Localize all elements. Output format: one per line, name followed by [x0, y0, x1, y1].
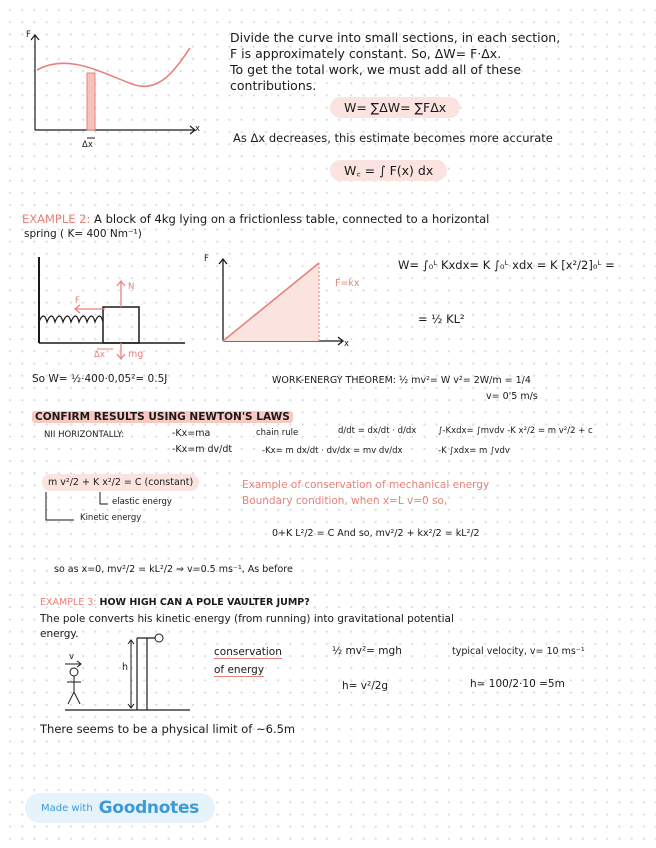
example2-title-line [22, 212, 489, 226]
conservation-line-2: Boundary condition, when x=L v=0 so, [242, 495, 448, 507]
newton-eq-a1: -Kx=ma [172, 428, 211, 439]
integral-eq-2: -K ∫xdx= m ∫vdv [438, 446, 510, 456]
newton-heading-text: CONFIRM RESULTS USING NEWTON'S LAWS [32, 411, 293, 423]
sum-equation: W= ∑ΔW= ∑FΔx [330, 97, 460, 118]
energy-equation [42, 477, 199, 489]
h-value-equation: h≃ 100/2·10 =5m [470, 678, 565, 690]
graph-x-label: x [344, 339, 350, 349]
kinetic-energy-label: Kinetic energy [80, 513, 142, 523]
spring-block-diagram [35, 255, 185, 365]
conservation-label-1-text: conservation [214, 646, 282, 658]
work-result: So W= ½·400·0,05²= 0.5J [32, 373, 168, 385]
spring-f-label: F [75, 296, 80, 306]
velocity-result: v= 0'5 m/s [486, 391, 538, 402]
chain-rule-label: chain rule [256, 428, 299, 438]
work-energy-theorem: WORK-ENERGY THEOREM: ½ mv²= W v²= 2W/m = 1/4 [272, 375, 531, 386]
example3-desc-1: The pole converts his kinetic energy (from running) into gravitational potential [40, 613, 454, 625]
graph-f-label: F [204, 254, 209, 264]
graph-fkx-label: F=kx [335, 278, 360, 289]
integral-eq: ∫-Kxdx= ∫mvdv -K x²/2 = m v²/2 + c [438, 426, 593, 436]
integral-equation: W꜀ = ∫ F(x) dx [330, 160, 447, 181]
example3-title: EXAMPLE 3: [40, 597, 97, 608]
made-with-label: Made with [41, 802, 93, 814]
goodnotes-badge[interactable] [25, 793, 215, 823]
conservation-label-1 [214, 646, 282, 659]
spring-mg-label: mg [128, 349, 144, 360]
x0-equation: so as x=0, mv²/2 = kL²/2 ⇒ v=0.5 ms⁻¹, As before [54, 564, 293, 575]
newton-eq-a2: -Kx=m dv/dt [172, 444, 233, 455]
axis-f-label: F [26, 30, 31, 40]
chain-rule-eq: d/dt = dx/dt · d/dx [338, 426, 417, 436]
decrease-text: As Δx decreases, this estimate becomes more accurate [233, 131, 553, 145]
velocity-arrow-label: v [69, 652, 75, 662]
newton-heading [32, 411, 293, 424]
physical-limit-text: There seems to be a physical limit of ~6.5m [40, 722, 296, 736]
example3-question: HOW HIGH CAN A POLE VAULTER JUMP? [99, 597, 310, 608]
h-equation: h= v²/2g [342, 680, 389, 692]
conservation-label-2 [214, 664, 264, 677]
dx-label: Δx [82, 140, 93, 150]
axis-x-label: x [195, 124, 201, 134]
conservation-line-1: Example of conservation of mechanical energy [242, 479, 490, 491]
example3-title-line [40, 597, 310, 609]
spring-n-label: N [128, 282, 135, 292]
nii-label: NII HORIZONTALLY: [44, 430, 125, 440]
example3-desc-2: energy. [40, 628, 79, 640]
intro-line-3: To get the total work, we must add all of these [230, 62, 522, 77]
goodnotes-logo: Goodnotes [98, 798, 199, 818]
energy-equation-text: m v²/2 + K x²/2 = C (constant) [42, 474, 199, 491]
work-integral-equation: W= ∫₀ᴸ Kxdx= K ∫₀ᴸ xdx = K [x²/2]₀ᴸ = [398, 258, 615, 272]
example2-title: EXAMPLE 2: [22, 212, 91, 226]
linear-force-graph [215, 255, 355, 355]
example2-desc-2: spring ( K= 400 Nm⁻¹) [24, 228, 142, 240]
intro-line-1: Divide the curve into small sections, in each section, [230, 30, 561, 45]
intro-line-4: contributions. [230, 78, 317, 93]
spring-dx-label: Δx [94, 350, 105, 360]
mgh-equation: ½ mv²= mgh [332, 645, 402, 657]
height-label: h [122, 662, 129, 673]
typical-velocity: typical velocity, v= 10 ms⁻¹ [452, 646, 585, 657]
conservation-label-2-text: of energy [214, 664, 265, 676]
boundary-equation: 0+K L²/2 = C And so, mv²/2 + kx²/2 = kL²/2 [272, 528, 480, 539]
half-kl2-equation: = ½ KL² [418, 312, 465, 326]
force-curve-graph [25, 30, 205, 150]
elastic-energy-label: elastic energy [112, 497, 172, 507]
chain-rule-eq-2: -Kx= m dx/dt · dv/dx = mv dv/dx [262, 446, 403, 456]
example2-desc-1: A block of 4kg lying on a frictionless table, connected to a horizontal [94, 212, 490, 226]
intro-line-2: F is approximately constant. So, ΔW= F·Δx. [230, 46, 502, 61]
